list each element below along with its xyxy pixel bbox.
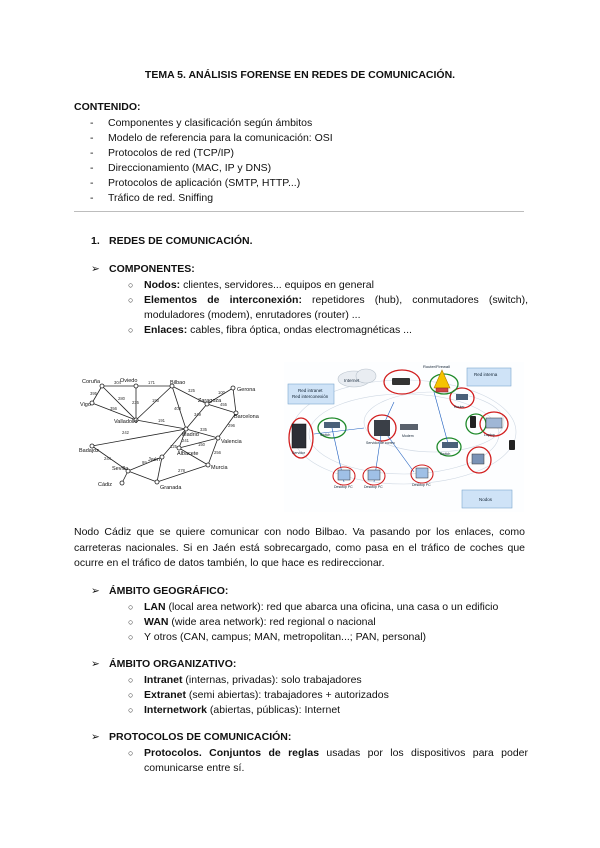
- geografico-heading: [91, 585, 228, 597]
- definition: (abiertas, públicas): Internet: [207, 704, 341, 716]
- distance-label: 244: [104, 456, 111, 461]
- distance-label: 325: [188, 388, 195, 393]
- list-item: [128, 615, 528, 630]
- distance-label: 280: [118, 396, 125, 401]
- diagram-label: Desktop PC: [334, 485, 353, 489]
- organizativo-heading-text: ÁMBITO ORGANIZATIVO:: [109, 658, 237, 670]
- contents-list: [90, 116, 333, 206]
- paragraph: Nodo Cádiz que se quiere comunicar con nodo Bilbao. Va pasando por los enlaces, como carreteras nacionales. Si en Jaén está sobrecargado, como pasa en el tráfico de coches que ocurre en el tráfico de datos también, lo que hace es redireccionar.: [74, 526, 525, 569]
- distance-label: 125: [170, 444, 177, 449]
- term: WAN: [144, 616, 169, 628]
- definition: clientes, servidores... equipos en general: [180, 279, 374, 291]
- diagram-label: Modem: [402, 434, 414, 438]
- distance-label: 242: [122, 430, 129, 435]
- geografico-heading-text: ÁMBITO GEOGRÁFICO:: [109, 585, 229, 597]
- list-item: [128, 278, 528, 293]
- city-label: Zaragoza: [198, 398, 222, 404]
- city-label: Murcia: [211, 465, 228, 471]
- city-label: Badajoz: [79, 448, 99, 454]
- list-item: - Modelo de referencia para la comunicación: OSI: [90, 131, 333, 146]
- network-diagram: [284, 362, 524, 512]
- distance-label: 100: [218, 390, 225, 395]
- distance-label: 278: [178, 468, 185, 473]
- term: Intranet: [144, 674, 183, 686]
- term: Extranet: [144, 689, 187, 701]
- distance-label: 296: [228, 423, 235, 428]
- term: Nodos:: [144, 279, 181, 291]
- term: LAN: [144, 601, 166, 613]
- city-label: Madrid: [182, 432, 199, 438]
- diagram-label: Servidor: [292, 451, 306, 455]
- list-item: - Componentes y clasificación según ámbitos: [90, 116, 333, 131]
- term: Elementos de interconexión:: [144, 294, 302, 306]
- distance-label: 256: [214, 450, 221, 455]
- city-label: Gerona: [237, 387, 256, 393]
- diagram-label: Switch: [440, 452, 451, 456]
- diagram-label: Switch: [320, 433, 331, 437]
- list-item: [128, 673, 528, 688]
- distance-label: 304: [114, 380, 121, 385]
- distance-label: 99: [142, 460, 147, 465]
- distance-label: 191: [158, 418, 165, 423]
- diagram-label: Servidor de correo: [366, 441, 395, 445]
- distance-label: 171: [148, 380, 155, 385]
- componentes-heading-text: COMPONENTES:: [109, 263, 195, 275]
- list-item: [128, 630, 528, 645]
- city-label: Valencia: [221, 439, 242, 445]
- protocolos-heading-text: PROTOCOLOS DE COMUNICACIÓN:: [109, 731, 292, 743]
- organizativo-heading: [91, 658, 236, 670]
- section-heading: [91, 235, 253, 247]
- arrow-bullet-icon: ➢: [91, 585, 100, 597]
- diagram-label: Router/Firewall: [423, 364, 450, 369]
- term: Internetwork: [144, 704, 208, 716]
- contents-heading: CONTENIDO:: [74, 101, 141, 113]
- distance-label: 150: [198, 442, 205, 447]
- diagram-label: Laptop: [484, 433, 495, 437]
- term: Enlaces:: [144, 324, 188, 336]
- definition: repetidores (hub), conmutadores (switch), moduladores (modem), enrutadores (router) ...: [144, 294, 528, 321]
- city-label: Cádiz: [98, 482, 113, 488]
- arrow-bullet-icon: ➢: [91, 731, 100, 743]
- list-item: - Protocolos de red (TCP/IP): [90, 146, 333, 161]
- definition: cables, fibra óptica, ondas electromagnéticas ...: [187, 324, 412, 336]
- arrow-bullet-icon: ➢: [91, 658, 100, 670]
- distance-label: 193: [152, 398, 159, 403]
- road-map-graph: [78, 372, 278, 494]
- definition: (local area network): red que abarca una oficina, una casa o un edificio: [165, 601, 499, 613]
- definition: Y otros (CAN, campus; MAN, metropolitan...; PAN, personal): [144, 631, 427, 643]
- list-item: [128, 746, 528, 776]
- definition: (internas, privadas): solo trabajadores: [182, 674, 362, 686]
- componentes-heading: [91, 263, 195, 275]
- city-label: Barcelona: [234, 414, 259, 420]
- list-item: - Direccionamiento (MAC, IP y DNS): [90, 161, 333, 176]
- section-number: 1.: [91, 235, 100, 247]
- arrow-bullet-icon: ➢: [91, 263, 100, 275]
- diagram-label: Nodos: [479, 497, 493, 502]
- definition: (wide area network): red regional o nacional: [168, 616, 376, 628]
- distance-label: 403: [174, 406, 181, 411]
- city-label: Bilbao: [170, 380, 186, 386]
- definition: usadas por los dispositivos para poder comunicarse entre sí.: [144, 747, 528, 774]
- distance-label: 349: [194, 412, 201, 417]
- list-item: [128, 600, 528, 615]
- list-item: [128, 703, 528, 718]
- diagram-label: Red interna: [474, 372, 498, 377]
- section-title: REDES DE COMUNICACIÓN.: [109, 235, 253, 247]
- page-title: TEMA 5. ANÁLISIS FORENSE EN REDES DE COMUNICACIÓN.: [144, 69, 456, 81]
- city-label: Jaén: [148, 457, 160, 463]
- diagram-label: Internet: [344, 378, 360, 383]
- section-divider: [74, 211, 524, 212]
- city-label: Valladolid: [114, 419, 138, 425]
- componentes-list: [128, 278, 528, 338]
- city-label: Vigo: [80, 402, 91, 408]
- distance-label: 395: [90, 391, 97, 396]
- distance-label: 241: [182, 438, 189, 443]
- distance-label: 356: [110, 406, 117, 411]
- list-item: [128, 688, 528, 703]
- distance-label: 455: [220, 402, 227, 407]
- definition: (semi abiertas): trabajadores + autorizados: [186, 689, 389, 701]
- diagram-label: Desktop PC: [364, 485, 383, 489]
- term: Protocolos. Conjuntos de reglas: [144, 747, 320, 759]
- diagram-label: Desktop PC: [412, 483, 431, 487]
- geografico-list: [128, 600, 528, 645]
- city-label: Oviedo: [120, 378, 138, 384]
- organizativo-list: [128, 673, 528, 718]
- protocolos-heading: [91, 731, 291, 743]
- city-label: Albacete: [177, 451, 199, 457]
- diagram-label: Red intranet: [298, 388, 323, 393]
- protocolos-list: [128, 746, 528, 776]
- distance-label: 235: [132, 400, 139, 405]
- city-label: Granada: [160, 485, 182, 491]
- diagram-label: Red interconexión: [292, 394, 329, 399]
- city-label: Coruña: [82, 379, 101, 385]
- diagram-label: Router: [454, 405, 465, 409]
- city-label: Sevilla: [112, 466, 129, 472]
- list-item: - Tráfico de red. Sniffing: [90, 191, 333, 206]
- list-item: - Protocolos de aplicación (SMTP, HTTP...): [90, 176, 333, 191]
- distance-label: 335: [200, 427, 207, 432]
- list-item: [128, 293, 528, 323]
- list-item: [128, 323, 528, 338]
